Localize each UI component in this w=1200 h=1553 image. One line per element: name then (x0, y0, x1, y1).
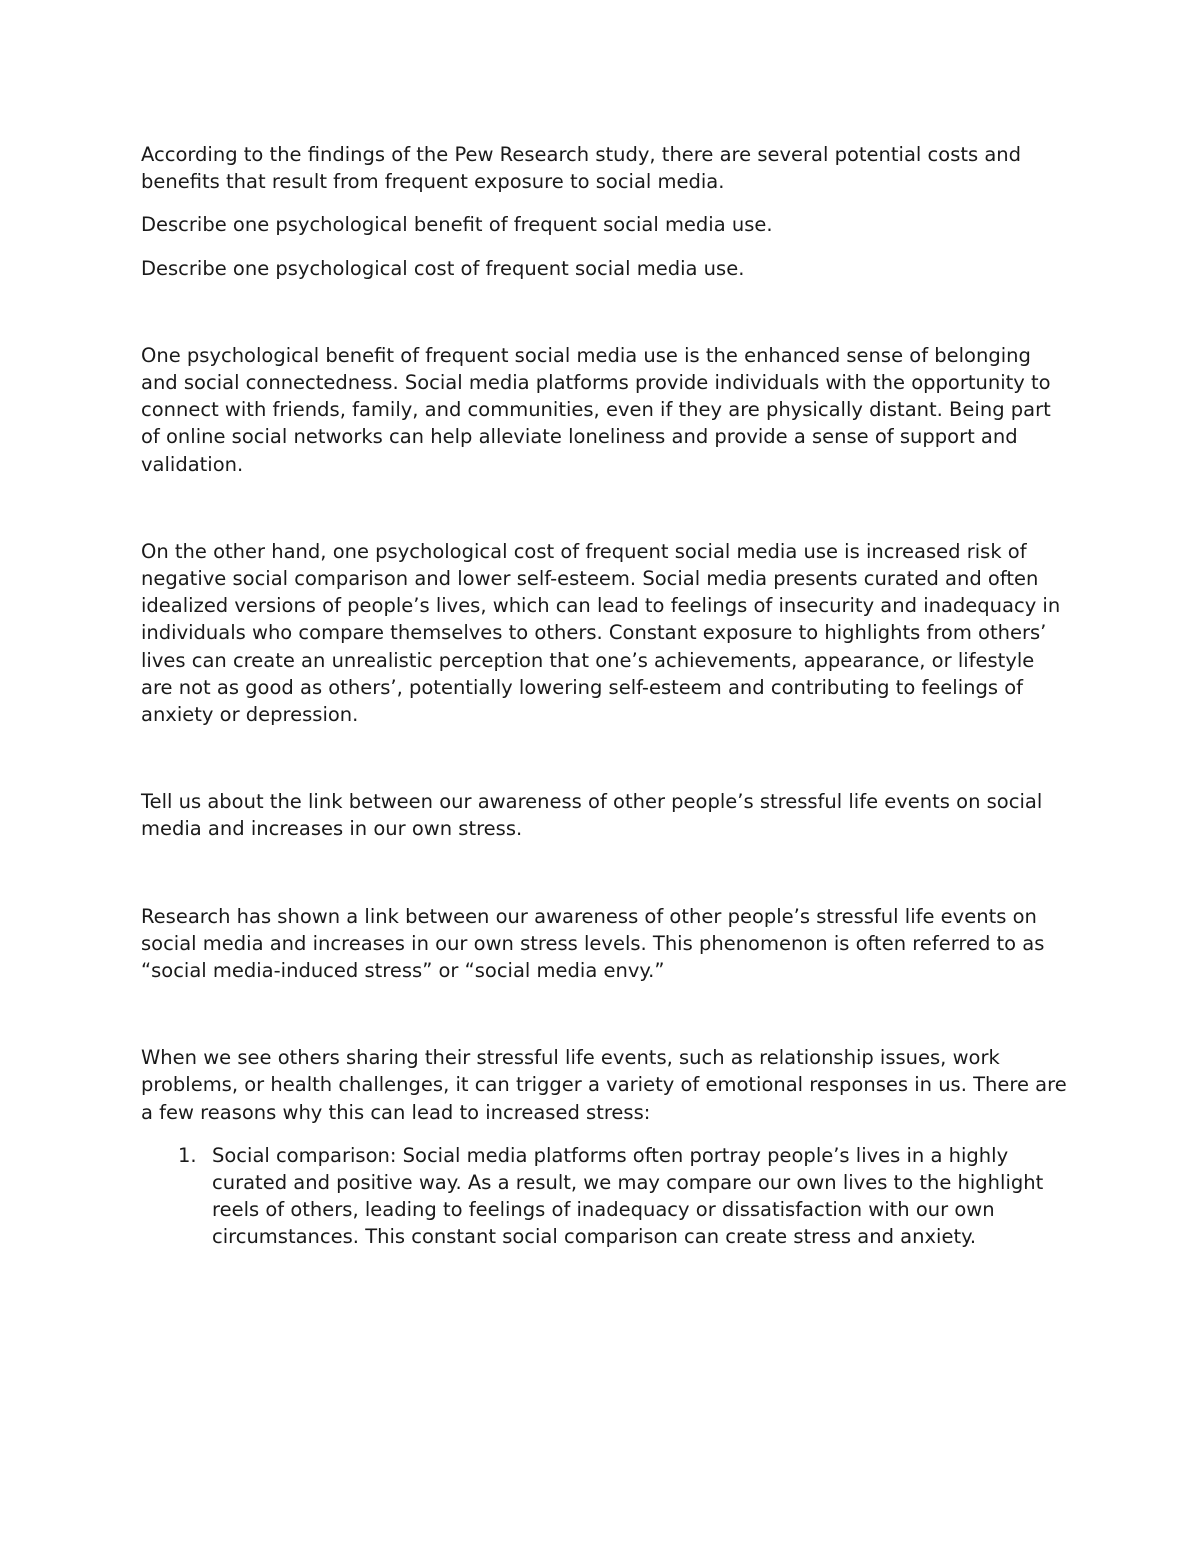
list-item-number: 1. (178, 1143, 197, 1167)
list-item (141, 1142, 1071, 1251)
answer-stress-paragraph-2: When we see others sharing their stressful life events, such as relationship issues, work problems, or health challenges, it can trigger a variety of emotional responses in us. There are a few reasons why this can lead to increased stress: (141, 1046, 1067, 1124)
document-body (141, 141, 1071, 1251)
reasons-list (141, 1142, 1071, 1251)
question-benefit: Describe one psychological benefit of frequent social media use. (141, 213, 773, 237)
answer-benefit-paragraph: One psychological benefit of frequent social media use is the enhanced sense of belonging and social connectedness. Social media platforms provide individuals with the opportunity to connect with friends, family, and communities, even if they are physically distant. Being part of online social networks can help alleviate loneliness and provide a sense of support and validation. (141, 343, 1051, 476)
answer-stress-paragraph-1: Research has shown a link between our awareness of other people’s stressful life events on social media and increases in our own stress levels. This phenomenon is often referred to as “social media-induced stress” or “social media envy.” (141, 904, 1045, 983)
list-item-text: Social comparison: Social media platforms often portray people’s lives in a highly curated and positive way. As a result, we may compare our own lives to the highlight reels of others, leading to feelings of inadequacy or dissatisfaction with our own circumstances. This constant social comparison can create stress and anxiety. (212, 1143, 1044, 1249)
answer-cost-paragraph: On the other hand, one psychological cost of frequent social media use is increased risk of negative social comparison and lower self-esteem. Social media presents curated and often idealized versions of people’s lives, which can lead to feelings of insecurity and inadequacy in individuals who compare themselves to others. Constant exposure to highlights from others’ lives can create an unrealistic perception that one’s achievements, appearance, or lifestyle are not as good as others’, potentially lowering self-esteem and contributing to feelings of anxiety or depression. (141, 539, 1061, 727)
list-item-number-wrap (141, 1142, 212, 1169)
question-cost: Describe one psychological cost of frequent social media use. (141, 256, 745, 280)
question-stress: Tell us about the link between our awareness of other people’s stressful life events on social media and increases in our own stress. (141, 790, 1043, 841)
intro-paragraph: According to the findings of the Pew Research study, there are several potential costs and benefits that result from frequent exposure to social media. (141, 143, 1022, 194)
